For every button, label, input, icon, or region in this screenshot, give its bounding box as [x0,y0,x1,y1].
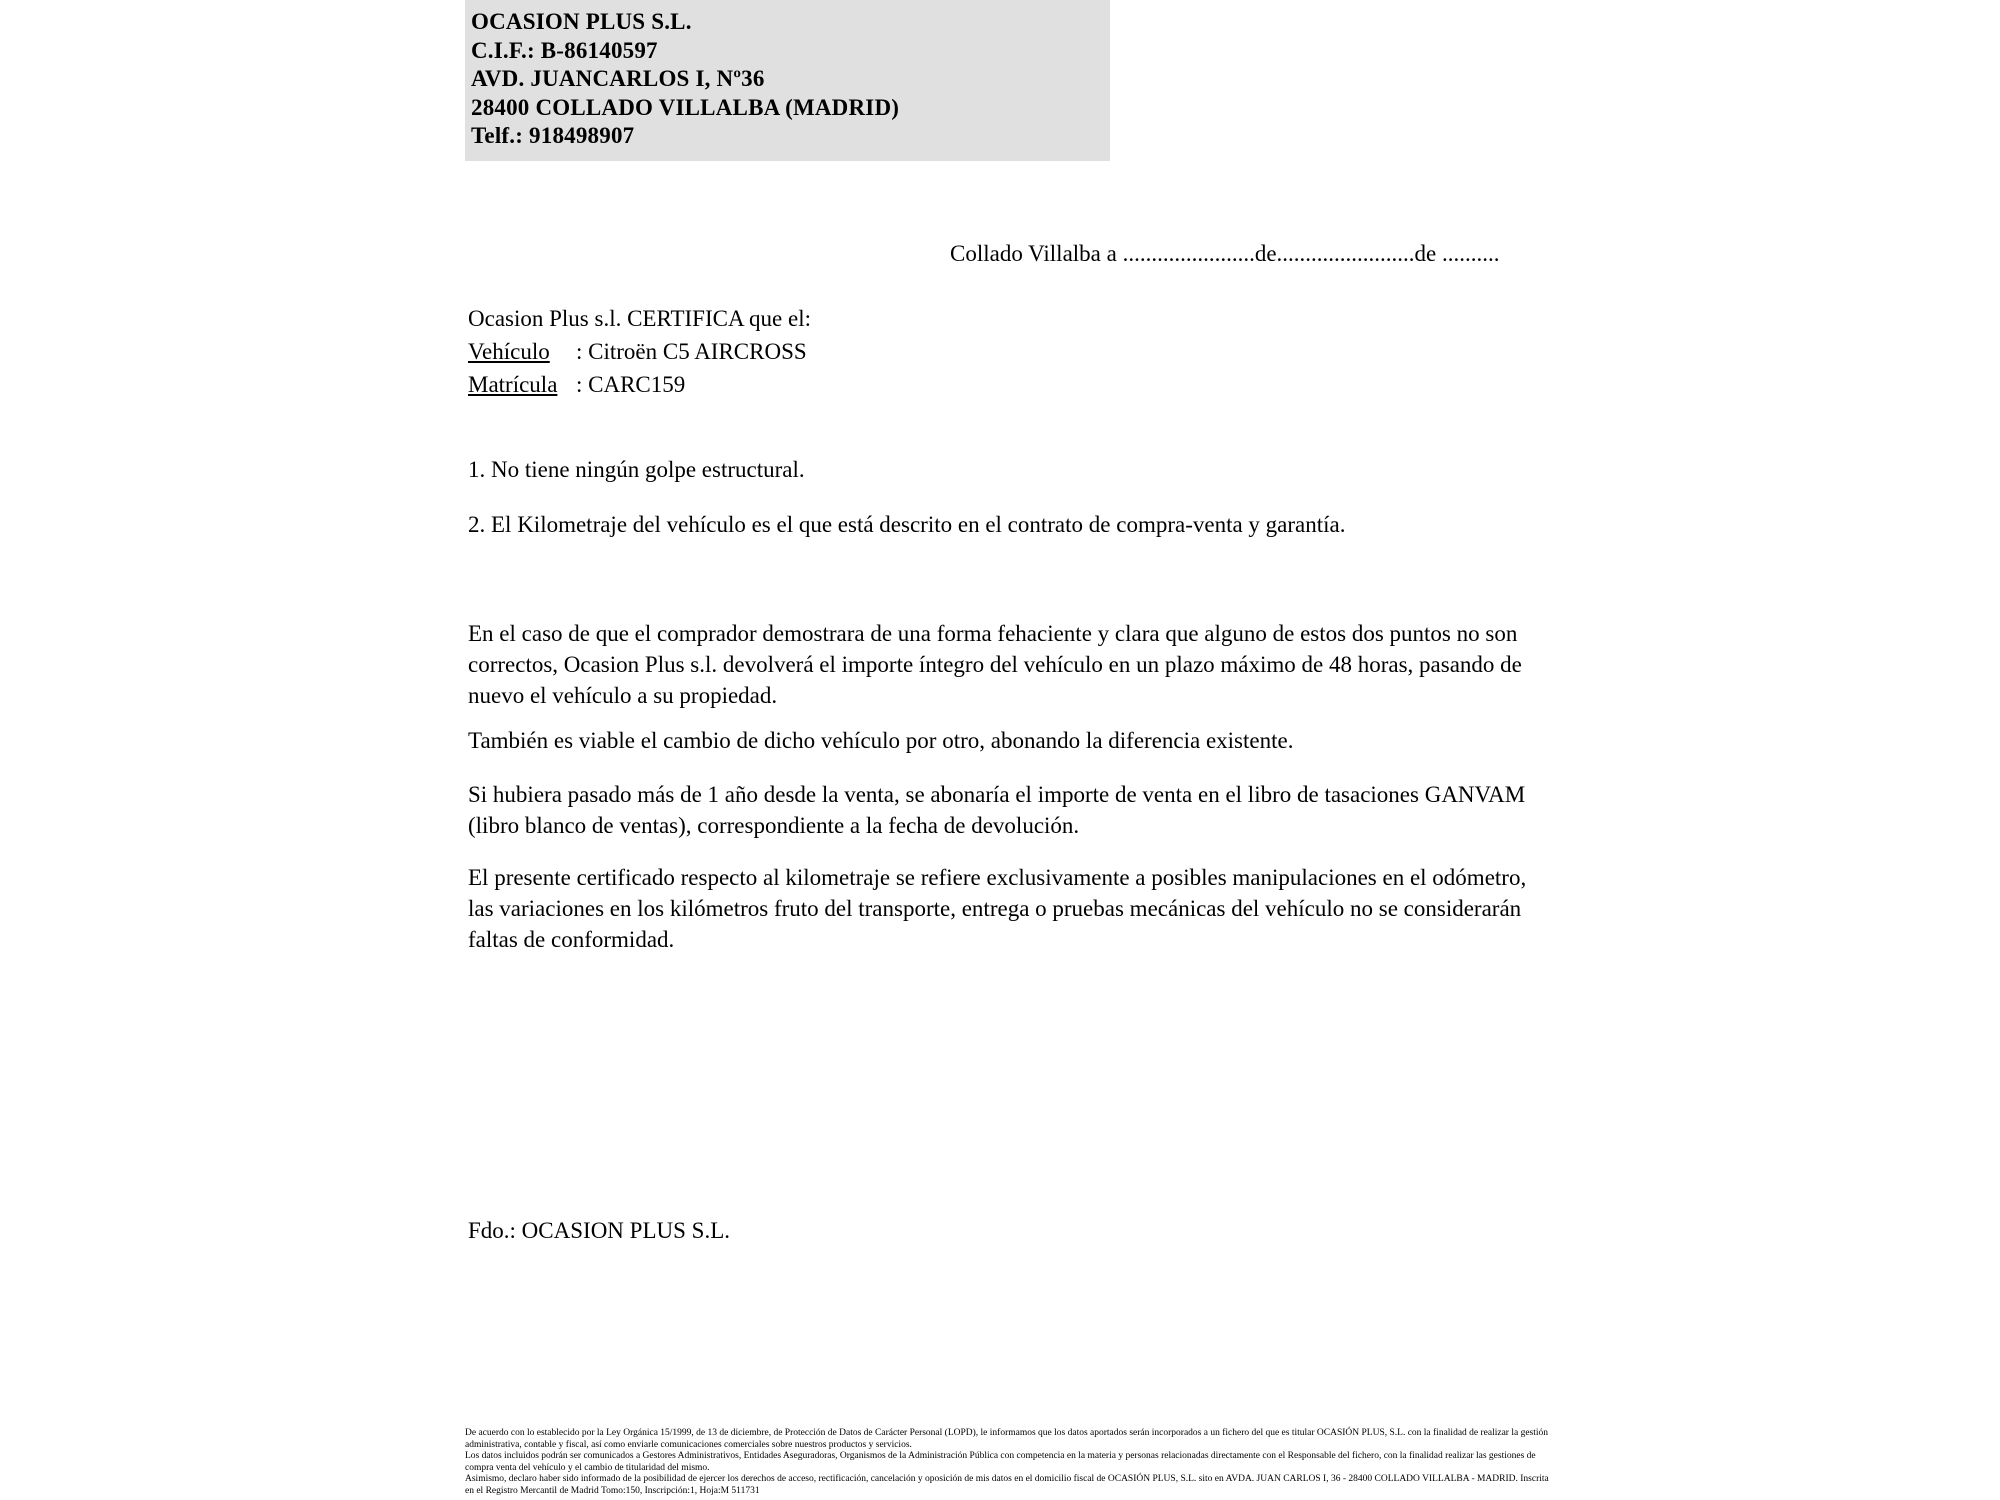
company-phone: Telf.: 918498907 [471,123,635,148]
legal-line-2: Los datos incluidos podrán ser comunicados a Gestores Administrativos, Entidades Aseguradoras, Organismos de la Administración Pública con competencia en la materia y personas relacionadas directamente con el Responsable del fichero, con la finalidad realizar las gestiones de compra venta del vehículo y el cambio de titularidad del mismo. [465,1451,1536,1473]
plate-row [468,368,811,401]
letterhead-block [465,0,1110,161]
vehicle-label: Vehículo [468,339,550,364]
paragraph-3: Si hubiera pasado más de 1 año desde la venta, se abonaría el importe de venta en el libro de tasaciones GANVAM (libro blanco de ventas), correspondiente a la fecha de devolución. [468,782,1526,838]
paragraph-2: También es viable el cambio de dicho vehículo por otro, abonando la diferencia existente. [468,728,1294,753]
company-address: AVD. JUANCARLOS I, Nº36 [471,66,765,91]
company-name: OCASION PLUS S.L. [471,9,692,34]
vehicle-row [468,335,811,368]
paragraph-4: El presente certificado respecto al kilometraje se refiere exclusivamente a posibles manipulaciones en el odómetro, las variaciones en los kilómetros fruto del transporte, entrega o pruebas mecánicas del vehículo no se considerarán faltas de conformidad. [468,865,1527,952]
plate-value: : CARC159 [576,372,686,397]
certification-intro: Ocasion Plus s.l. CERTIFICA que el: [468,306,811,331]
company-city: 28400 COLLADO VILLALBA (MADRID) [471,94,900,120]
statement-item-1: 1. No tiene ningún golpe estructural. [468,457,805,482]
paragraph-1: En el caso de que el comprador demostrara de una forma fehaciente y clara que alguno de estos dos puntos no son correctos, Ocasion Plus s.l. devolverá el importe íntegro del vehículo en un plazo máximo de 48 horas, pasando de nuevo el vehículo a su propiedad. [468,621,1522,708]
legal-line-3: Asimismo, declaro haber sido informado de la posibilidad de ejercer los derechos de acceso, rectificación, cancelación y oposición de mis datos en el domicilio fiscal de OCASIÓN PLUS, S.L. sito en AVDA. JUAN CARLOS I, 36 - 28400 COLLADO VILLALBA - MADRID. Inscrita en el Registro Mercantil de Madrid Tomo:150, Inscripción:1, Hoja:M 511731 [465,1474,1549,1496]
legal-line-1: De acuerdo con lo establecido por la Ley Orgánica 15/1999, de 13 de diciembre, de Protección de Datos de Carácter Personal (LOPD), le informamos que los datos aportados serán incorporados a un fichero del que es titular OCASIÓN PLUS, S.L. con la finalidad de realizar la gestión administrativa, contable y fiscal, así como enviarle comunicaciones comerciales sobre nuestros productos y servicios. [465,1428,1549,1450]
certification-block [468,302,811,401]
legal-footer [465,1428,1560,1497]
signature-line: Fdo.: OCASION PLUS S.L. [468,1218,730,1243]
date-line: Collado Villalba a .......................de........................de .......... [950,241,1500,266]
statement-item-2: 2. El Kilometraje del vehículo es el que está descrito en el contrato de compra-venta y garantía. [468,512,1346,537]
plate-label: Matrícula [468,372,558,397]
vehicle-value: : Citroën C5 AIRCROSS [576,339,807,364]
company-cif: C.I.F.: B-86140597 [471,37,658,63]
